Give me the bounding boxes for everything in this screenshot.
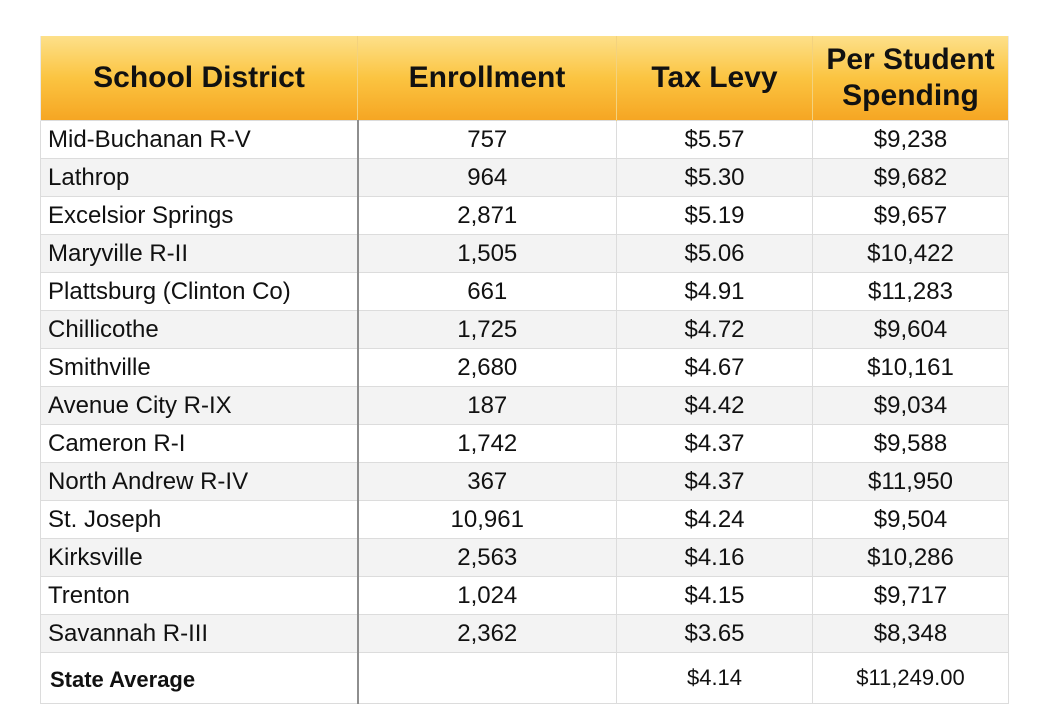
district-cell: Cameron R-I — [41, 425, 358, 463]
state-average-tax-levy: $4.14 — [617, 653, 813, 704]
tax-levy-cell: $4.37 — [617, 425, 813, 463]
table-row — [41, 311, 1009, 349]
district-cell: Plattsburg (Clinton Co) — [41, 273, 358, 311]
table-row — [41, 615, 1009, 653]
enrollment-cell: 1,024 — [358, 577, 617, 615]
spending-cell: $9,238 — [813, 121, 1009, 159]
header-tax-levy: Tax Levy — [617, 36, 813, 121]
state-average-enrollment — [358, 653, 617, 704]
header-row — [41, 36, 1009, 121]
spending-cell: $11,950 — [813, 463, 1009, 501]
spending-cell: $9,657 — [813, 197, 1009, 235]
district-cell: St. Joseph — [41, 501, 358, 539]
enrollment-cell: 1,742 — [358, 425, 617, 463]
tax-levy-cell: $4.24 — [617, 501, 813, 539]
table-row — [41, 501, 1009, 539]
district-cell: Maryville R-II — [41, 235, 358, 273]
table-row — [41, 387, 1009, 425]
spending-cell: $9,588 — [813, 425, 1009, 463]
spending-cell: $10,286 — [813, 539, 1009, 577]
spending-cell: $8,348 — [813, 615, 1009, 653]
header-per-student-line1: Per Student — [826, 43, 995, 76]
district-cell: Chillicothe — [41, 311, 358, 349]
enrollment-cell: 187 — [358, 387, 617, 425]
table-row — [41, 425, 1009, 463]
table-row — [41, 349, 1009, 387]
header-per-student-line2: Spending — [842, 79, 979, 112]
school-district-table — [40, 36, 1009, 704]
table-row — [41, 121, 1009, 159]
table-row — [41, 273, 1009, 311]
tax-levy-cell: $5.19 — [617, 197, 813, 235]
district-cell: Savannah R-III — [41, 615, 358, 653]
tax-levy-cell: $4.91 — [617, 273, 813, 311]
spending-cell: $9,504 — [813, 501, 1009, 539]
district-cell: Lathrop — [41, 159, 358, 197]
spending-cell: $9,717 — [813, 577, 1009, 615]
enrollment-cell: 1,505 — [358, 235, 617, 273]
table-body — [41, 121, 1009, 653]
enrollment-cell: 2,680 — [358, 349, 617, 387]
enrollment-cell: 367 — [358, 463, 617, 501]
table-row — [41, 197, 1009, 235]
header-per-student-spending — [813, 36, 1009, 121]
enrollment-cell: 661 — [358, 273, 617, 311]
table-row — [41, 463, 1009, 501]
tax-levy-cell: $5.06 — [617, 235, 813, 273]
enrollment-cell: 757 — [358, 121, 617, 159]
district-cell: Smithville — [41, 349, 358, 387]
district-cell: North Andrew R-IV — [41, 463, 358, 501]
tax-levy-cell: $5.30 — [617, 159, 813, 197]
spending-cell: $9,604 — [813, 311, 1009, 349]
enrollment-cell: 2,871 — [358, 197, 617, 235]
table-container — [40, 36, 1008, 704]
tax-levy-cell: $5.57 — [617, 121, 813, 159]
tax-levy-cell: $4.67 — [617, 349, 813, 387]
tax-levy-cell: $3.65 — [617, 615, 813, 653]
header-enrollment: Enrollment — [358, 36, 617, 121]
header-school-district: School District — [41, 36, 358, 121]
table-row — [41, 235, 1009, 273]
spending-cell: $9,682 — [813, 159, 1009, 197]
district-cell: Kirksville — [41, 539, 358, 577]
tax-levy-cell: $4.42 — [617, 387, 813, 425]
enrollment-cell: 10,961 — [358, 501, 617, 539]
enrollment-cell: 964 — [358, 159, 617, 197]
enrollment-cell: 2,563 — [358, 539, 617, 577]
state-average-label: State Average — [41, 653, 358, 704]
table-row — [41, 159, 1009, 197]
enrollment-cell: 1,725 — [358, 311, 617, 349]
state-average-row — [41, 653, 1009, 704]
district-cell: Avenue City R-IX — [41, 387, 358, 425]
district-cell: Mid-Buchanan R-V — [41, 121, 358, 159]
tax-levy-cell: $4.15 — [617, 577, 813, 615]
spending-cell: $10,422 — [813, 235, 1009, 273]
state-average-spending: $11,249.00 — [813, 653, 1009, 704]
tax-levy-cell: $4.72 — [617, 311, 813, 349]
spending-cell: $9,034 — [813, 387, 1009, 425]
district-cell: Trenton — [41, 577, 358, 615]
table-row — [41, 577, 1009, 615]
tax-levy-cell: $4.16 — [617, 539, 813, 577]
enrollment-cell: 2,362 — [358, 615, 617, 653]
district-cell: Excelsior Springs — [41, 197, 358, 235]
table-row — [41, 539, 1009, 577]
spending-cell: $10,161 — [813, 349, 1009, 387]
tax-levy-cell: $4.37 — [617, 463, 813, 501]
spending-cell: $11,283 — [813, 273, 1009, 311]
